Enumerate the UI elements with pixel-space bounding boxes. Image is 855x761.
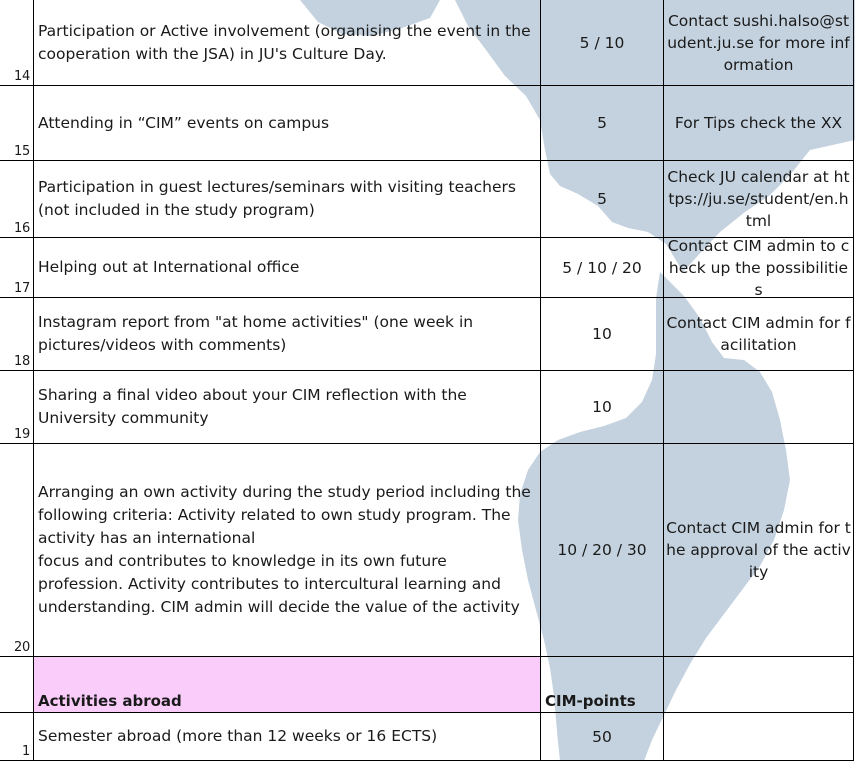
info-text: For Tips check the XX <box>674 114 843 132</box>
row-number: 19 <box>14 427 30 442</box>
info-text: Contact CIM admin for facilitation <box>666 314 851 354</box>
info-text: Check JU calendar at https://ju.se/student/en.html <box>667 168 850 230</box>
row-number: 18 <box>14 354 30 369</box>
activity-description: Participation in guest lectures/seminars with visiting teachers (not included in the study program) <box>38 178 516 219</box>
cim-points-value: 10 / 20 / 30 <box>557 541 647 559</box>
section-header-abroad <box>0 657 855 713</box>
row-number: 14 <box>14 69 30 84</box>
row-number: 15 <box>14 144 30 159</box>
cim-points-value: 5 <box>597 190 607 208</box>
cim-points-value: 5 / 10 / 20 <box>562 258 642 277</box>
activity-description: Instagram report from "at home activities" (one week in pictures/videos with comments) <box>38 313 474 354</box>
row-number: 20 <box>14 640 30 655</box>
table-row <box>0 0 855 86</box>
activity-description: Participation or Active involvement (organising the event in the cooperation with the JSA) in JU's Culture Day. <box>38 21 531 63</box>
table-row <box>0 713 855 761</box>
row-number: 17 <box>14 281 30 296</box>
cim-points-value: 10 <box>592 325 612 343</box>
activity-description: Attending in “CIM” events on campus <box>38 113 330 132</box>
table-row <box>0 444 855 657</box>
table-row <box>0 161 855 238</box>
table-row <box>0 371 855 444</box>
info-text: Contact CIM admin to check up the possibilities <box>667 236 850 299</box>
activity-description: Arranging an own activity during the study period including the following criteria: Activity related to own study program. The activity has an international focus and contributes to knowledge in its own future profession. Activity contributes to intercultural learning and understanding. CIM admin will decide the value of the activity <box>38 483 531 616</box>
activity-description: Semester abroad (more than 12 weeks or 16 ECTS) <box>38 727 438 745</box>
cim-points-value: 5 <box>597 114 607 132</box>
activity-description: Helping out at International office <box>38 258 300 276</box>
section-title: Activities abroad <box>38 692 182 710</box>
info-text <box>664 713 853 760</box>
activity-description: Sharing a final video about your CIM reflection with the University community <box>38 386 467 427</box>
cim-points-value: 10 <box>592 398 612 416</box>
cim-points-value: 5 / 10 <box>579 33 625 52</box>
info-text <box>664 371 853 443</box>
table-row <box>0 238 855 298</box>
cim-points-value: 50 <box>592 727 612 746</box>
row-number: 16 <box>14 221 30 236</box>
table-row <box>0 298 855 371</box>
table-row <box>0 86 855 161</box>
info-text: Contact CIM admin for the approval of the activity <box>666 519 851 581</box>
row-number: 1 <box>22 744 30 759</box>
points-column-header: CIM-points <box>545 692 636 710</box>
info-text: Contact sushi.halso@student.ju.se for more information <box>667 11 850 74</box>
